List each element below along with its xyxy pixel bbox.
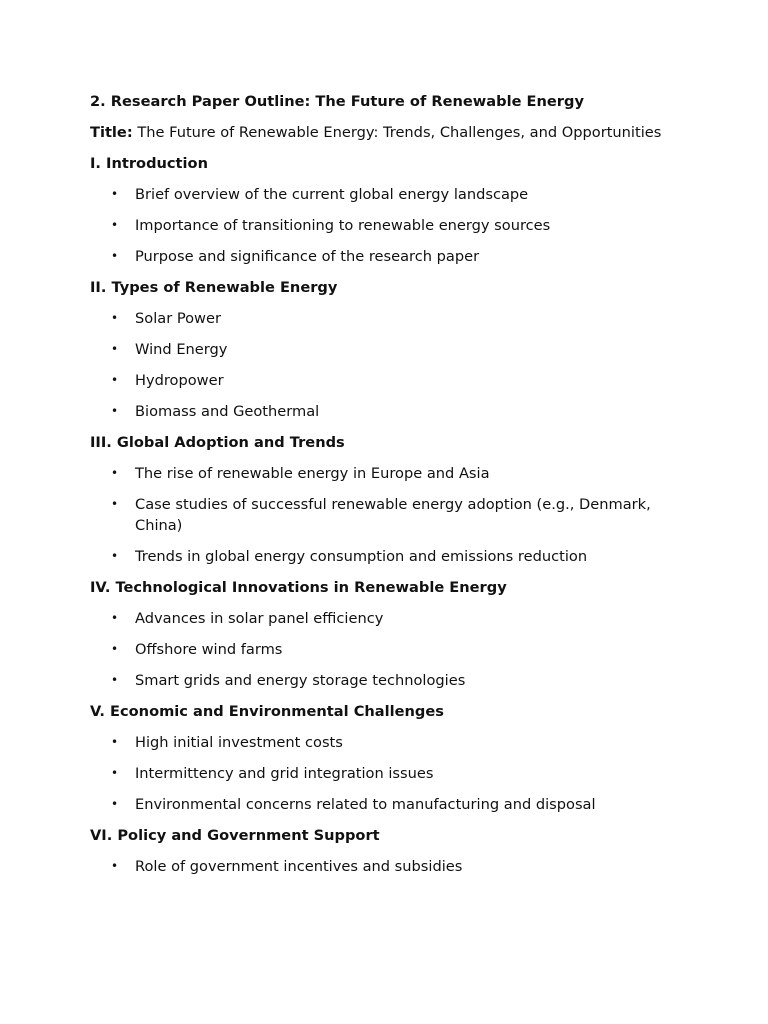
outline-sections (90, 153, 672, 877)
list-item-text: Smart grids and energy storage technologies (135, 672, 466, 689)
document-heading: 2. Research Paper Outline: The Future of Renewable Energy (90, 93, 584, 110)
list-item (90, 794, 672, 815)
list-item (90, 463, 672, 484)
list-item (90, 339, 672, 360)
section-heading: V. Economic and Environmental Challenges (90, 703, 444, 720)
list-item (90, 670, 672, 691)
section-heading: I. Introduction (90, 155, 208, 172)
title-line (90, 122, 672, 143)
list-item (90, 401, 672, 422)
list-item-text: Purpose and significance of the research paper (135, 248, 480, 265)
section-heading: II. Types of Renewable Energy (90, 279, 338, 296)
section-list (90, 856, 672, 877)
bullet-icon: • (111, 642, 119, 656)
list-item (90, 370, 672, 391)
bullet-icon: • (111, 404, 119, 418)
list-item (90, 308, 672, 329)
title-label: Title: (90, 124, 133, 141)
list-item (90, 246, 672, 267)
list-item (90, 856, 672, 877)
bullet-icon: • (111, 497, 119, 511)
list-item (90, 732, 672, 753)
bullet-icon: • (111, 673, 119, 687)
list-item-text: Advances in solar panel efficiency (135, 610, 384, 627)
list-item-text: High initial investment costs (135, 734, 343, 751)
bullet-icon: • (111, 611, 119, 625)
list-item (90, 184, 672, 205)
list-item-text: Brief overview of the current global energy landscape (135, 186, 529, 203)
list-item (90, 763, 672, 784)
list-item-text: Importance of transitioning to renewable energy sources (135, 217, 551, 234)
section-list (90, 608, 672, 691)
section-list (90, 732, 672, 815)
bullet-icon: • (111, 859, 119, 873)
section-list (90, 308, 672, 422)
bullet-icon: • (111, 249, 119, 263)
list-item (90, 494, 672, 536)
bullet-icon: • (111, 466, 119, 480)
bullet-icon: • (111, 766, 119, 780)
bullet-icon: • (111, 311, 119, 325)
list-item (90, 546, 672, 567)
title-text: The Future of Renewable Energy: Trends, Challenges, and Opportunities (137, 124, 662, 141)
list-item-text: Offshore wind farms (135, 641, 283, 658)
bullet-icon: • (111, 187, 119, 201)
bullet-icon: • (111, 218, 119, 232)
section-list (90, 463, 672, 567)
list-item (90, 639, 672, 660)
section-heading: VI. Policy and Government Support (90, 827, 380, 844)
bullet-icon: • (111, 373, 119, 387)
list-item-text: Environmental concerns related to manufacturing and disposal (135, 796, 596, 813)
list-item-text: Solar Power (135, 310, 221, 327)
bullet-icon: • (111, 549, 119, 563)
list-item-text: Trends in global energy consumption and emissions reduction (135, 548, 588, 565)
list-item-text: Wind Energy (135, 341, 228, 358)
section-list (90, 184, 672, 267)
list-item (90, 215, 672, 236)
list-item-text: Hydropower (135, 372, 224, 389)
list-item-text: Biomass and Geothermal (135, 403, 320, 420)
bullet-icon: • (111, 342, 119, 356)
list-item-text: Role of government incentives and subsidies (135, 858, 463, 875)
bullet-icon: • (111, 797, 119, 811)
list-item-text: Case studies of successful renewable energy adoption (e.g., Denmark, China) (135, 496, 651, 534)
bullet-icon: • (111, 735, 119, 749)
section-heading: IV. Technological Innovations in Renewable Energy (90, 579, 507, 596)
section-heading: III. Global Adoption and Trends (90, 434, 345, 451)
list-item-text: The rise of renewable energy in Europe and Asia (135, 465, 490, 482)
list-item (90, 608, 672, 629)
list-item-text: Intermittency and grid integration issues (135, 765, 434, 782)
